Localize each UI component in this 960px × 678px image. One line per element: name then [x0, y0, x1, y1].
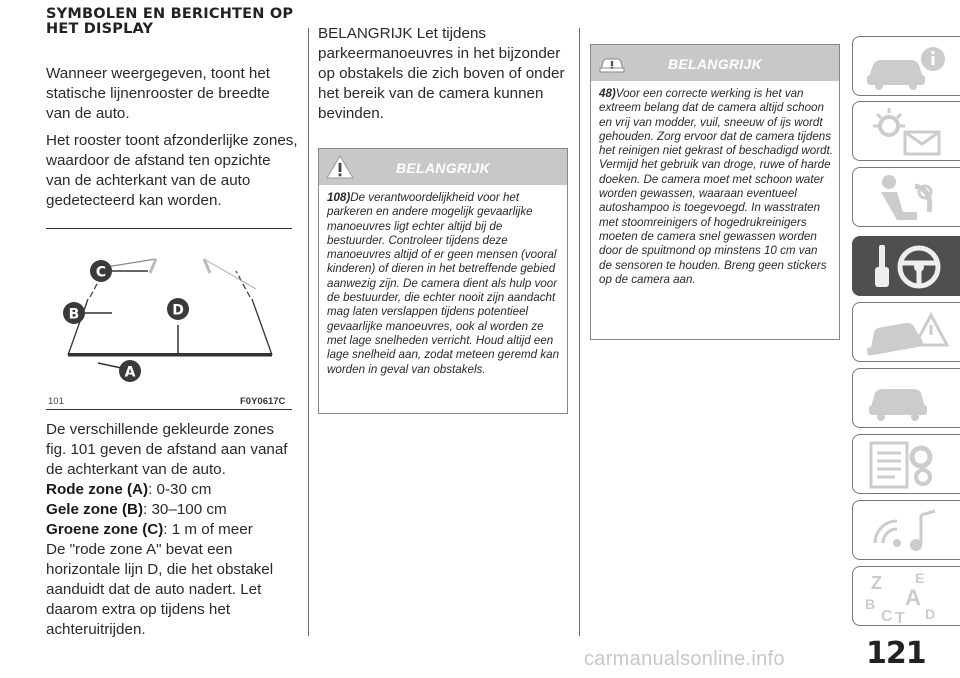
warning-48-body: Voor een correcte werking is het van extreem belang dat de camera altijd schoon en vrij van modder, vuil, sneeuw of ijs wordt gehouden. Zorg ervoor dat de camera tijdens het reinigen niet gekrast of beschadigd wordt. Vermijd het gebruik van droge, ruwe of harde doeken. De camera moet met schoon water worden gewassen, waaraan eventueel autoshampoo is toegevoegd. In wasstraten met stoomreinigers of hogedrukreinigers moeten de camera snel gewassen worden door de spuitmond op minstens 10 cm van de sensoren te houden. Breng geen stickers op de camera aan. [599, 87, 833, 286]
zone-red-value: : 0-30 cm [148, 481, 212, 498]
zone-green-value: : 1 m of meer [163, 521, 253, 538]
warning-box-108 [318, 148, 568, 414]
seat-safety-icon [859, 170, 955, 226]
label-b: B [68, 306, 80, 323]
tab-emergency[interactable] [852, 302, 960, 362]
tab-multimedia[interactable] [852, 500, 960, 560]
car-maintenance-icon [859, 371, 955, 427]
tab-driving[interactable] [852, 236, 960, 296]
emergency-icon [859, 305, 955, 361]
index-letter-z: Z [871, 573, 882, 593]
intro-paragraph: Wanneer weergegeven, toont het statische lijnenrooster de breedte van de auto. [46, 65, 271, 122]
zone-green-label: Groene zone (C) [46, 521, 164, 538]
zones-intro: De verschillende gekleurde zones fig. 101 geven de afstand aan vanaf de achterkant van de auto. [46, 421, 288, 478]
column-divider-1 [308, 28, 309, 636]
warning-box-48-text [591, 81, 839, 287]
warning-lights-icon [859, 104, 955, 160]
tab-index[interactable] [852, 566, 960, 626]
tab-safety[interactable] [852, 167, 960, 227]
grid-right-lower [252, 299, 272, 355]
specs-gear-icon [859, 437, 955, 493]
warning-box-108-text [319, 185, 567, 377]
page-number: 121 [866, 636, 926, 671]
column-divider-2 [579, 28, 580, 636]
zone-yellow-label: Gele zone (B) [46, 501, 144, 518]
warning-108-number: 108) [327, 191, 351, 204]
warning-48-number: 48) [599, 87, 616, 100]
grid-paragraph: Het rooster toont afzonderlijke zones, waardoor de afstand ten opzichte van de achterkant van de auto gedetecteerd kan worden. [46, 132, 298, 209]
zone-yellow [46, 500, 298, 520]
zone-red [46, 480, 298, 500]
warning-108-body: De verantwoordelijkheid voor het parkeren en andere mogelijk gevaarlijke manoeuvres ligt echter altijd bij de bestuurder. Controleer tijdens deze manoeuvres altijd of er geen mensen (vooral kinderen) of dieren in het betreffende gebied aanwezig zijn. De camera dient als hulp voor de bestuurder, die echter nooit zijn aandacht mag laten verslappen tijdens potentieel gevaarlijke manoeuvres, ook al worden ze met lage snelheden verricht. Houd altijd een lage snelheid aan, zodat meteen geremd kan worden in geval van obstakels. [327, 191, 560, 376]
camera-grid-diagram [46, 229, 292, 409]
important-paragraph: BELANGRIJK Let tijdens parkeermanoeuvres in het bijzonder op obstakels die zich boven of onder het bereik van de camera kunnen bevinden. [318, 25, 565, 122]
line-d-paragraph: De "rode zone A" bevat een horizontale lijn D, die het obstakel aanduidt dat de auto nadert. Let daarom extra op tijdens het achteruitrijden. [46, 541, 274, 638]
index-letter-d: D [925, 606, 936, 622]
warning-box-108-header [319, 149, 567, 185]
camera-grid-figure [46, 228, 292, 410]
index-letter-a: A [905, 585, 921, 610]
key-steering-wheel-icon [859, 239, 955, 295]
section-heading: SYMBOLEN EN BERICHTEN OP HET DISPLAY [46, 6, 294, 37]
alphabetical-index-icon [859, 569, 955, 625]
car-info-icon [859, 39, 955, 95]
warning-box-48-header [591, 45, 839, 81]
label-c: C [95, 264, 107, 281]
zone-green [46, 520, 298, 540]
index-letter-b: B [865, 596, 876, 612]
figure-code: F0Y0617C [240, 396, 286, 407]
grid-left-upper [106, 259, 156, 267]
index-letter-t: T [895, 610, 905, 625]
tab-maintenance[interactable] [852, 368, 960, 428]
warning-box-48-title: BELANGRIJK [667, 56, 762, 72]
label-d: D [172, 302, 184, 319]
warning-box-108-title: BELANGRIJK [395, 160, 490, 176]
grid-right-upper [204, 259, 256, 289]
warning-box-48 [590, 44, 840, 340]
figure-number: 101 [48, 396, 64, 407]
watermark: carmanualsonline.info [584, 648, 785, 670]
tab-technical-data[interactable] [852, 434, 960, 494]
multimedia-icon [859, 503, 955, 559]
index-letter-c: C [881, 608, 893, 625]
tab-warning-lights[interactable] [852, 101, 960, 161]
chapter-tabs [852, 0, 960, 678]
tab-vehicle-info[interactable] [852, 36, 960, 96]
label-a: A [124, 364, 136, 381]
zone-red-label: Rode zone (A) [46, 481, 149, 498]
index-letter-e: E [915, 570, 925, 586]
grid-line-a [68, 353, 272, 357]
zone-yellow-value: : 30–100 cm [143, 501, 227, 518]
